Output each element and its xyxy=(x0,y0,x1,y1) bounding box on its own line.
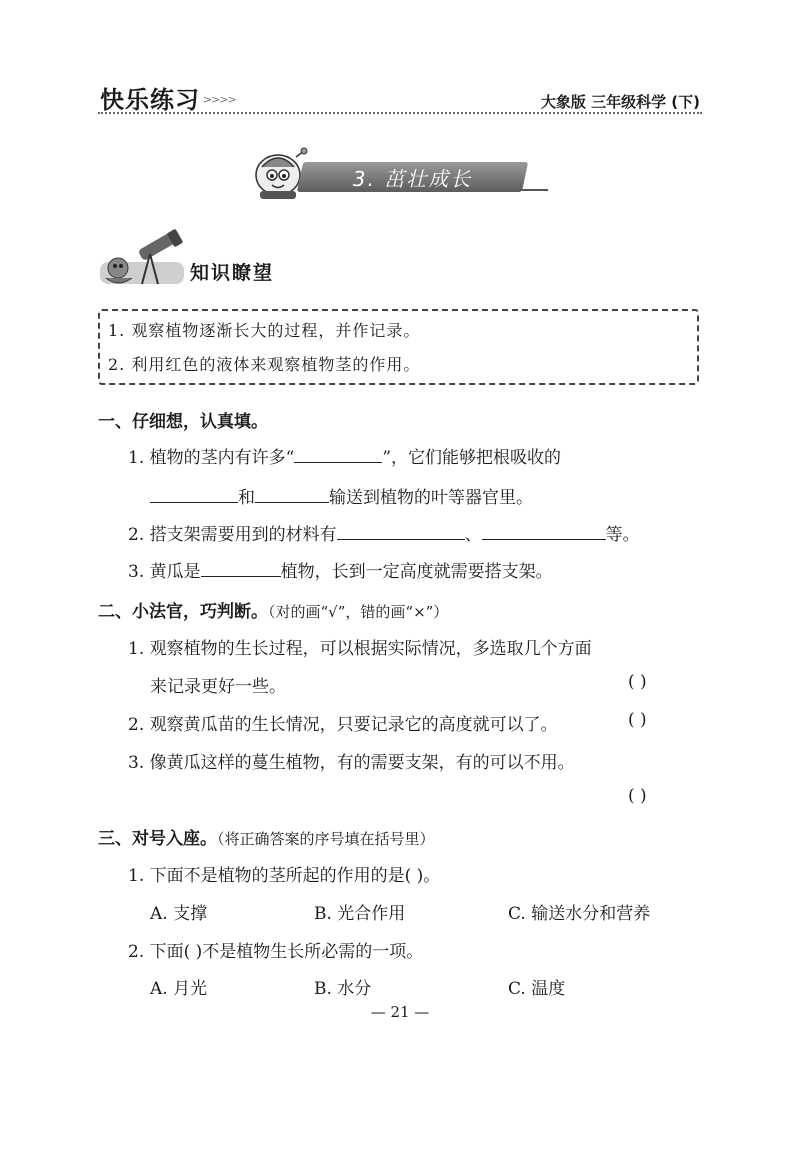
answer-blank[interactable] xyxy=(201,560,281,577)
section2-note: （对的画“√”，错的画“×”） xyxy=(268,603,449,621)
section2-heading: 二、小法官，巧判断。（对的画“√”，错的画“×”） xyxy=(98,602,449,622)
s3-q1-option-c: C. 输送水分和营养 xyxy=(508,904,651,924)
answer-blank[interactable] xyxy=(255,486,329,503)
s2-question-3: 3. 像黄瓜这样的蔓生植物，有的需要支架，有的可以不用。 xyxy=(128,753,575,773)
answer-blank[interactable] xyxy=(337,523,465,540)
knowledge-heading: 知识瞭望 xyxy=(190,262,275,284)
lesson-underline xyxy=(520,189,548,191)
lesson-title: 3. 茁壮成长 xyxy=(352,167,473,191)
s3-question-1: 1. 下面不是植物的茎所起的作用的是( )。 xyxy=(128,866,441,886)
section1-heading: 一、仔细想，认真填。 xyxy=(98,412,268,432)
section3-heading: 三、对号入座。（将正确答案的序号填在括号里） xyxy=(98,829,435,849)
book-title: 快乐练习 xyxy=(100,86,200,114)
s2-question-2: 2. 观察黄瓜苗的生长情况，只要记录它的高度就可以了。 xyxy=(128,715,558,735)
knowledge-item-1: 1. 观察植物逐渐长大的过程，并作记录。 xyxy=(108,321,421,340)
book-edition: 大象版 三年级科学 (下) xyxy=(540,93,700,111)
answer-blank[interactable] xyxy=(150,486,238,503)
telescope-icon xyxy=(98,228,186,290)
s1-question-1-cont: 和 输送到植物的叶等器官里。 xyxy=(150,483,533,508)
s1-question-3: 3. 黄瓜是 植物，长到一定高度就需要搭支架。 xyxy=(128,562,553,582)
s2-question-1-cont: 来记录更好一些。 xyxy=(150,677,286,697)
s3-q2-option-a: A. 月光 xyxy=(150,979,208,999)
section3-note: （将正确答案的序号填在括号里） xyxy=(217,830,435,848)
knowledge-item-2: 2. 利用红色的液体来观察植物茎的作用。 xyxy=(108,355,421,374)
answer-blank[interactable] xyxy=(482,523,606,540)
s2-q1-answer-paren[interactable]: ( ) xyxy=(628,672,647,692)
page-number: — 21 — xyxy=(370,1003,430,1021)
s2-q3-answer-paren[interactable]: ( ) xyxy=(628,786,647,806)
s3-q2-option-c: C. 温度 xyxy=(508,979,566,999)
s2-question-1: 1. 观察植物的生长过程，可以根据实际情况，多选取几个方面 xyxy=(128,639,592,659)
answer-blank[interactable] xyxy=(294,446,382,463)
header-divider xyxy=(98,112,702,114)
s3-q1-option-a: A. 支撑 xyxy=(150,904,208,924)
s2-q2-answer-paren[interactable]: ( ) xyxy=(628,710,647,730)
s1-question-2: 2. 搭支架需要用到的材料有 、 等。 xyxy=(128,525,640,545)
s3-q1-option-b: B. 光合作用 xyxy=(314,904,406,924)
cartoon-bee-illustration xyxy=(248,145,308,201)
s3-question-2: 2. 下面( )不是植物生长所必需的一项。 xyxy=(128,942,424,962)
s1-question-1: 1. 植物的茎内有许多“ ”，它们能够把根吸收的 xyxy=(128,448,562,468)
arrows-decoration: >>>> xyxy=(203,93,236,106)
s3-q2-option-b: B. 水分 xyxy=(314,979,372,999)
